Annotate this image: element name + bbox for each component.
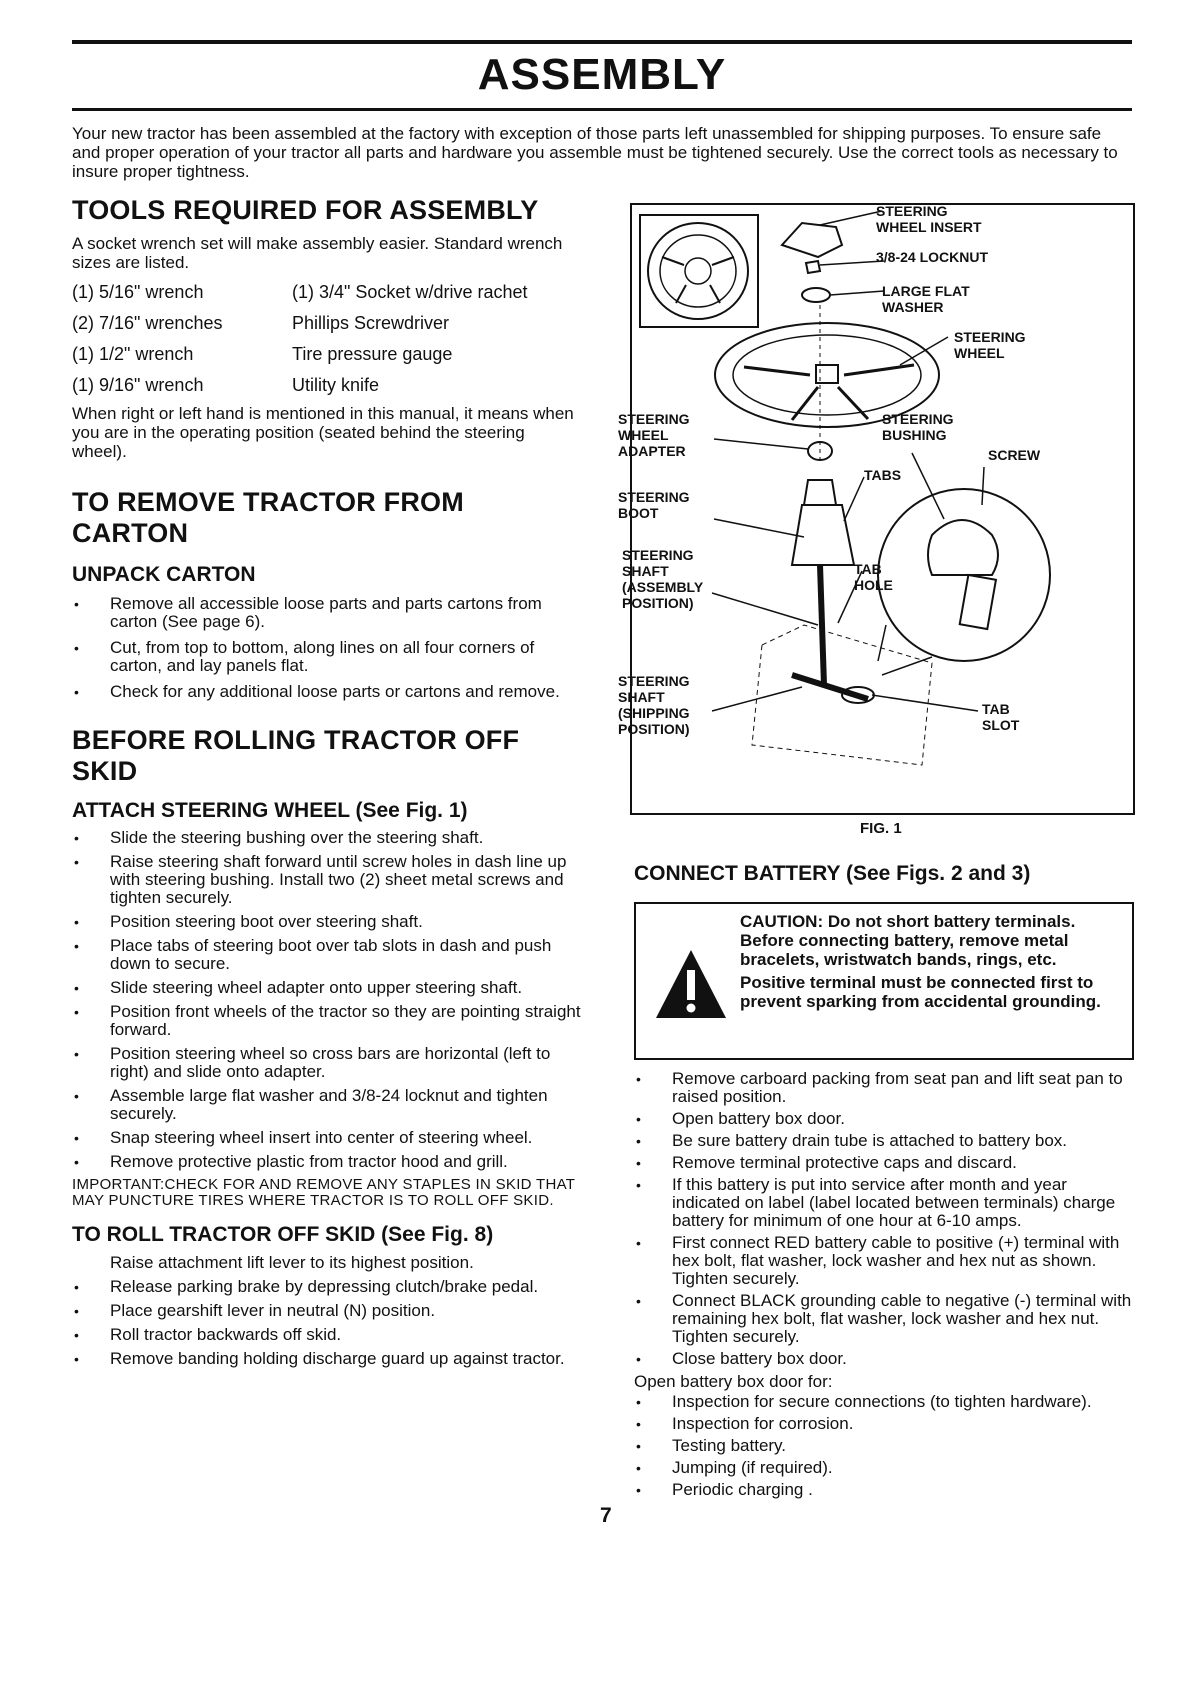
label-wheel: STEERING WHEEL — [954, 329, 1026, 361]
unpack-list — [72, 595, 582, 701]
list-item: • Position steering wheel so cross bars are horizontal (left to right) and slide onto adapter. — [72, 1045, 582, 1081]
tool-item: Phillips Screwdriver — [292, 313, 450, 333]
list-item: • Cut, from top to bottom, along lines on all four corners of carton, and lay panels flat. — [72, 639, 582, 675]
remove-heading: TO REMOVE TRACTOR FROM CARTON — [72, 487, 464, 548]
inset-box — [640, 215, 758, 327]
roll-heading: TO ROLL TRACTOR OFF SKID (See Fig. 8) — [72, 1223, 494, 1246]
label-locknut: 3/8-24 LOCKNUT — [876, 249, 989, 265]
warning-statement: Positive terminal must be connected first to prevent sparking from accidental grounding. — [740, 973, 1101, 1011]
list-item: • Connect BLACK grounding cable to negative (-) terminal with remaining hex bolt, flat washer, lock washer and hex nut. Tighten securely. — [634, 1292, 1139, 1346]
unpack-heading: UNPACK CARTON — [72, 563, 256, 586]
page-title: ASSEMBLY — [477, 50, 727, 99]
open-for-text: Open battery box door for: — [634, 1372, 833, 1391]
list-item: • Remove banding holding discharge guard up against tractor. — [72, 1350, 582, 1368]
tool-item: (2) 7/16" wrenches — [72, 313, 223, 333]
tools-list — [72, 282, 582, 396]
list-item: • Inspection for secure connections (to tighten hardware). — [634, 1393, 1139, 1411]
caution-statement: CAUTION: Do not short battery terminals. Before connecting battery, remove metal bracelets, wristwatch bands, rings, etc. — [740, 912, 1076, 969]
list-item: • Assemble large flat washer and 3/8-24 locknut and tighten securely. — [72, 1087, 582, 1123]
label-shaft-assembly: STEERING SHAFT (ASSEMBLY POSITION) — [622, 547, 704, 611]
tools-intro: A socket wrench set will make assembly easier. Standard wrench sizes are listed. — [72, 234, 563, 272]
list-item: • Remove all accessible loose parts and parts cartons from carton (See page 6). — [72, 595, 582, 631]
tool-item: Utility knife — [292, 375, 380, 395]
important-note: IMPORTANT:CHECK FOR AND REMOVE ANY STAPLES IN SKID THAT MAY PUNCTURE TIRES WHERE TRACTOR IS TO ROLL OFF SKID. — [72, 1176, 575, 1209]
list-item: • Slide steering wheel adapter onto upper steering shaft. — [72, 979, 582, 997]
list-item: • Be sure battery drain tube is attached to battery box. — [634, 1132, 1139, 1150]
label-washer: LARGE FLAT WASHER — [882, 283, 970, 315]
page-number: 7 — [600, 1504, 612, 1527]
list-item: • Position steering boot over steering shaft. — [72, 913, 582, 931]
list-item: • Open battery box door. — [634, 1110, 1139, 1128]
figure-caption: FIG. 1 — [860, 820, 902, 837]
tools-heading: TOOLS REQUIRED FOR ASSEMBLY — [72, 195, 539, 225]
before-heading: BEFORE ROLLING TRACTOR OFF SKID — [72, 725, 520, 786]
list-item: • If this battery is put into service after month and year indicated on label (label located between terminals) charge battery for minimum of one hour at 6-10 amps. — [634, 1176, 1139, 1230]
list-item: • Roll tractor backwards off skid. — [72, 1326, 582, 1344]
list-item: • Place gearshift lever in neutral (N) position. — [72, 1302, 582, 1320]
label-shaft-shipping: STEERING SHAFT (SHIPPING POSITION) — [618, 673, 690, 737]
list-item: • Remove terminal protective caps and discard. — [634, 1154, 1139, 1172]
attach-heading: ATTACH STEERING WHEEL (See Fig. 1) — [72, 799, 468, 822]
attach-list — [72, 829, 582, 1171]
label-bushing: STEERING BUSHING — [882, 411, 954, 443]
title-rule — [72, 108, 1132, 111]
battery-steps — [634, 1070, 1139, 1503]
list-item: • Periodic charging . — [634, 1481, 1139, 1499]
list-item: • Slide the steering bushing over the steering shaft. — [72, 829, 582, 847]
list-item: • Snap steering wheel insert into center of steering wheel. — [72, 1129, 582, 1147]
label-adapter: STEERING WHEEL ADAPTER — [618, 411, 690, 459]
list-item: • Check for any additional loose parts or cartons and remove. — [72, 683, 582, 701]
list-item: • Raise steering shaft forward until screw holes in dash line up with steering bushing. Install two (2) sheet metal screws and tighten securely. — [72, 853, 582, 907]
tool-item: (1) 3/4" Socket w/drive rachet — [292, 282, 528, 302]
label-tab-slot: TAB SLOT — [982, 701, 1020, 733]
tool-item: (1) 1/2" wrench — [72, 344, 194, 364]
list-item: • Remove protective plastic from tractor hood and grill. — [72, 1153, 582, 1171]
top-rule — [72, 40, 1132, 44]
list-item: • Position front wheels of the tractor so they are pointing straight forward. — [72, 1003, 582, 1039]
steering-boot — [792, 505, 854, 565]
label-insert: STEERING WHEEL INSERT — [876, 203, 982, 235]
list-item: • Close battery box door. — [634, 1350, 1139, 1368]
battery-heading: CONNECT BATTERY (See Figs. 2 and 3) — [634, 862, 1031, 885]
battery-list — [634, 1070, 1139, 1368]
roll-list — [72, 1278, 582, 1368]
caution-box — [634, 902, 1134, 1060]
list-item: • Testing battery. — [634, 1437, 1139, 1455]
label-tab-hole: TAB HOLE — [854, 561, 893, 593]
caution-text — [740, 912, 1122, 1011]
insert-cap — [782, 223, 842, 257]
list-item: • Remove carboard packing from seat pan and lift seat pan to raised position. — [634, 1070, 1139, 1106]
inset-wheel — [648, 223, 748, 319]
list-item: • First connect RED battery cable to positive (+) terminal with hex bolt, flat washer, lock washer and hex nut as shown. Tighten securely. — [634, 1234, 1139, 1288]
list-item: • Jumping (if required). — [634, 1459, 1139, 1477]
tool-item: Tire pressure gauge — [292, 344, 453, 364]
label-boot: STEERING BOOT — [618, 489, 690, 521]
open-for-list — [634, 1393, 1139, 1499]
label-tabs: TABS — [864, 467, 902, 483]
list-item: • Place tabs of steering boot over tab slots in dash and push down to secure. — [72, 937, 582, 973]
list-item: • Inspection for corrosion. — [634, 1415, 1139, 1433]
roll-intro: Raise attachment lift lever to its highest position. — [110, 1253, 474, 1272]
figure-1-steering-assembly — [618, 203, 1135, 815]
hand-note: When right or left hand is mentioned in this manual, it means when you are in the operating position (seated behind the steering wheel). — [72, 404, 574, 461]
intro-paragraph: Your new tractor has been assembled at the factory with exception of those parts left unassembled for shipping purposes. To ensure safe and proper operation of your tractor all parts and hardware you assemble must be tightened securely. Use the correct tools as necessary to insure proper tightness. — [72, 124, 1118, 181]
tool-item: (1) 9/16" wrench — [72, 375, 204, 395]
list-item: • Release parking brake by depressing clutch/brake pedal. — [72, 1278, 582, 1296]
warning-triangle-icon — [654, 948, 728, 1022]
label-screw: SCREW — [988, 447, 1041, 463]
left-column — [72, 195, 582, 1368]
tool-item: (1) 5/16" wrench — [72, 282, 204, 302]
